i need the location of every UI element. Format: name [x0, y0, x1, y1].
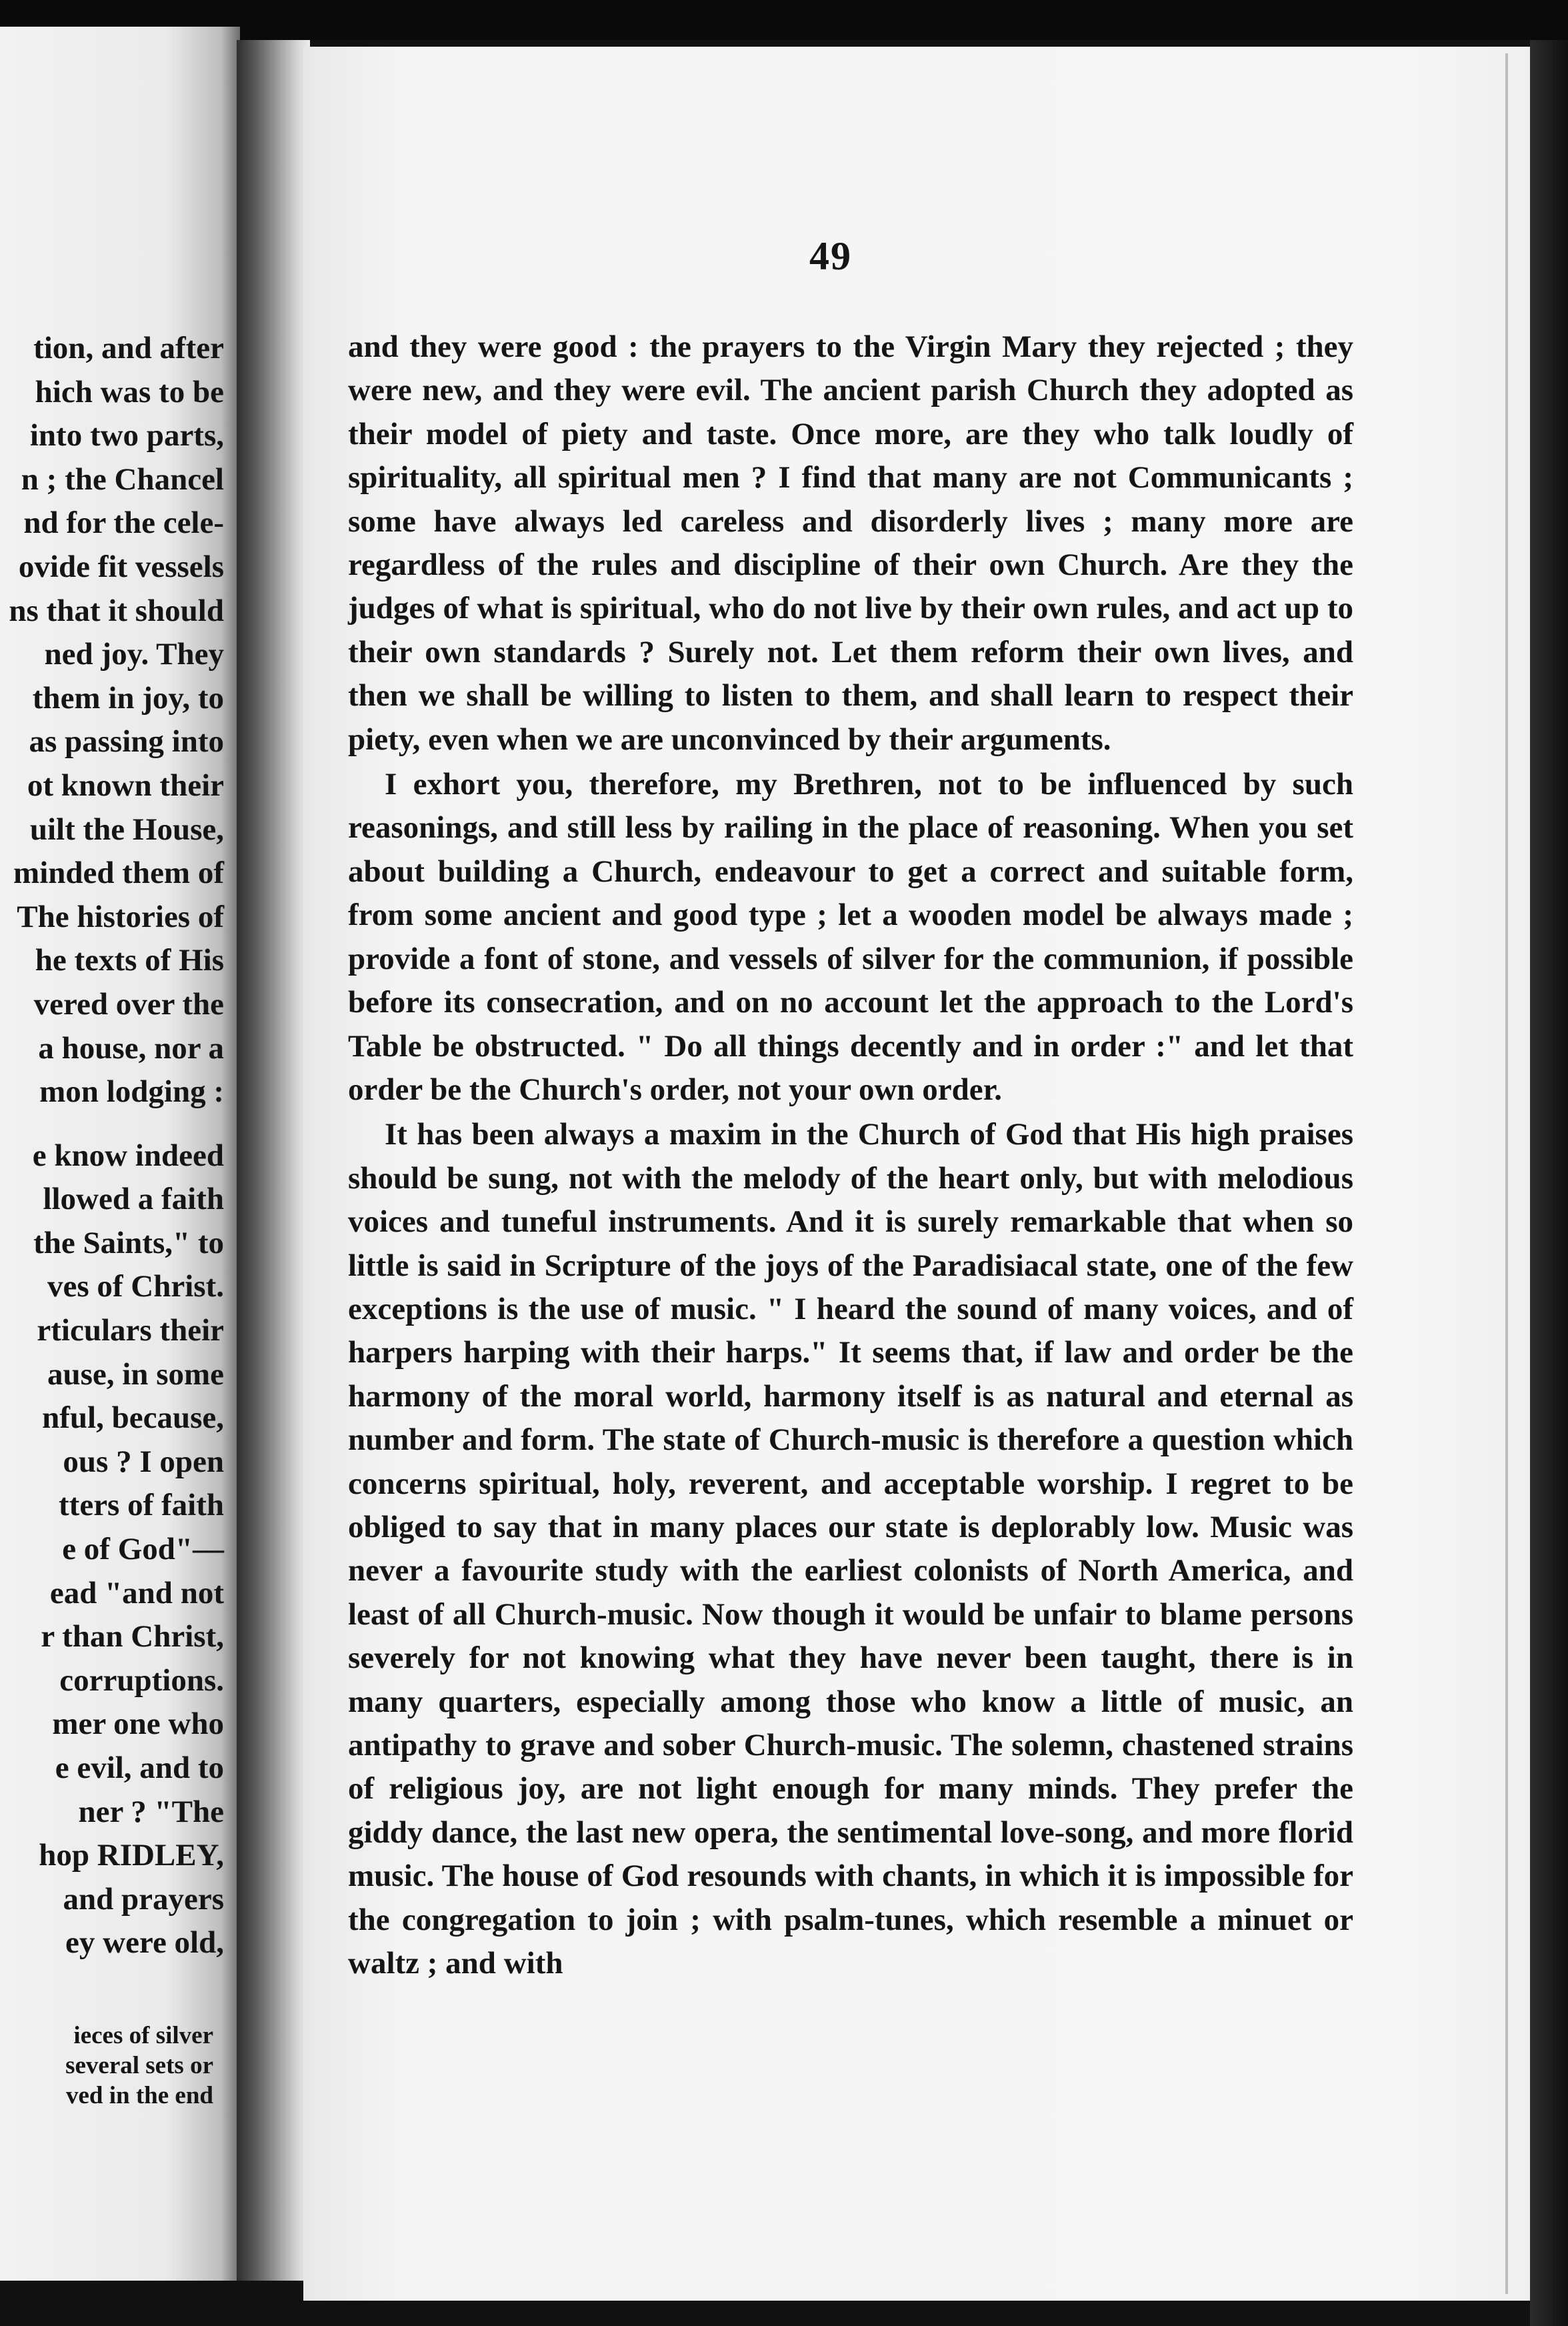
- text-line: ned joy. They: [44, 637, 224, 672]
- text-line: uilt the House,: [29, 812, 224, 847]
- facing-page-text: [4, 327, 224, 1965]
- text-line: vered over the: [33, 986, 224, 1022]
- scan-right-border: [1530, 40, 1568, 2326]
- text-line: tters of faith: [59, 1488, 224, 1523]
- text-line: hop RIDLEY,: [39, 1838, 224, 1873]
- facing-page-left: [0, 27, 240, 2281]
- page-edge-line: [1505, 53, 1508, 2294]
- text-line: e evil, and to: [55, 1751, 224, 1785]
- text-line: he texts of His: [35, 943, 224, 978]
- footnote-line: ieces of silver: [73, 2022, 213, 2049]
- text-line: as passing into: [29, 724, 224, 760]
- text-line: The histories of: [17, 899, 224, 934]
- text-line: e know indeed: [32, 1138, 224, 1173]
- text-line: ovide fit vessels: [18, 549, 224, 584]
- text-line: ner ? "The: [78, 1794, 224, 1829]
- text-line: nd for the cele-: [23, 505, 224, 541]
- text-line: e of God"—: [62, 1532, 224, 1567]
- page-number: 49: [809, 234, 852, 278]
- book-gutter-shadow: [237, 40, 310, 2281]
- text-line: n ; the Chancel: [21, 461, 224, 497]
- text-line: rticulars their: [37, 1313, 224, 1348]
- footnote-line: several sets or: [65, 2052, 213, 2079]
- text-line: r than Christ,: [41, 1619, 224, 1654]
- text-line: them in joy, to: [32, 680, 224, 716]
- footnote-line: ved in the end: [65, 2082, 213, 2109]
- facing-page-footnote: [0, 2021, 213, 2111]
- text-line: ns that it should: [9, 593, 224, 628]
- text-line: hich was to be: [35, 374, 224, 409]
- paragraph-continuation: and they were good : the prayers to the Virgin Mary they rejected ; they were new, and they were evil. The ancient parish Church they adopted as their model of piety and taste. Once more, are they who talk loudly of spirituality, all spiritual men ? I find that many are not Communicants ; some have always led careless and disorderly lives ; many more are regardless of the rules and discipline of their own Church. Are they the judges of what is spiritual, who do not live by their own rules, and act up to their own standards ? Surely not. Let them reform their own lives, and then we shall be willing to listen to them, and shall learn to respect their piety, even when we are unconvinced by their arguments.: [348, 329, 1353, 757]
- paragraph-exhortation: I exhort you, therefore, my Brethren, not to be influenced by such reasonings, and still less by railing in the place of reasoning. When you set about building a Church, endeavour to get a correct and suitable form, from some ancient and good type ; let a wooden model be always made ; provide a font of stone, and vessels of silver for the communion, if possible before its consecration, and on no account let the approach to the Lord's Table be obstructed. " Do all things decently and in order :" and let that order be the Church's order, not your own order.: [348, 767, 1353, 1107]
- text-line: and prayers: [63, 1881, 224, 1917]
- text-line: ves of Christ.: [47, 1269, 224, 1304]
- text-line: mon lodging :: [39, 1074, 224, 1110]
- text-line: llowed a faith: [43, 1182, 224, 1217]
- paragraph-gap: [4, 1114, 224, 1134]
- text-line: the Saints," to: [33, 1225, 224, 1260]
- text-line: ous ? I open: [63, 1444, 224, 1479]
- text-line: ey were old,: [65, 1925, 224, 1961]
- text-line: ause, in some: [47, 1356, 224, 1392]
- text-line: nful, because,: [42, 1400, 224, 1436]
- text-line: ead "and not: [49, 1575, 224, 1610]
- paragraph-church-music: It has been always a maxim in the Church of God that His high praises should be sung, not with the melody of the heart only, but with melodious voices and tuneful instruments. And it is surely remarkable that when so little is said in Scripture of the joys of the Paradisiacal state, one of the few exceptions is the use of music. " I heard the sound of many voices, and of harpers harping with their harps." It seems that, if law and order be the harmony of the moral world, harmony itself is as natural and eternal as number and form. The state of Church-music is therefore a question which concerns spiritual, holy, reverent, and acceptable worship. I regret to be obliged to say that in many places our state is deplorably low. Music was never a favourite study with the earliest colonists of North America, and least of all Church-music. Now though it would be unfair to blame persons severely for not knowing what they have never been taught, there is in many quarters, especially among those who know a little of music, an antipathy to grave and sober Church-music. The solemn, chastened strains of religious joy, are not light enough for many minds. They prefer the giddy dance, the last new opera, the sentimental love-song, and more florid music. The house of God resounds with chants, in which it is impossible for the congregation to join ; with psalm-tunes, which resemble a minuet or waltz ; and with: [348, 1117, 1353, 1981]
- text-line: into two parts,: [29, 418, 224, 453]
- text-line: a house, nor a: [38, 1030, 224, 1066]
- text-line: tion, and after: [33, 331, 224, 365]
- text-line: ot known their: [27, 768, 224, 803]
- text-line: mer one who: [52, 1706, 224, 1742]
- text-line: minded them of: [13, 856, 224, 891]
- text-line: corruptions.: [59, 1662, 224, 1698]
- page-body: [348, 325, 1353, 1987]
